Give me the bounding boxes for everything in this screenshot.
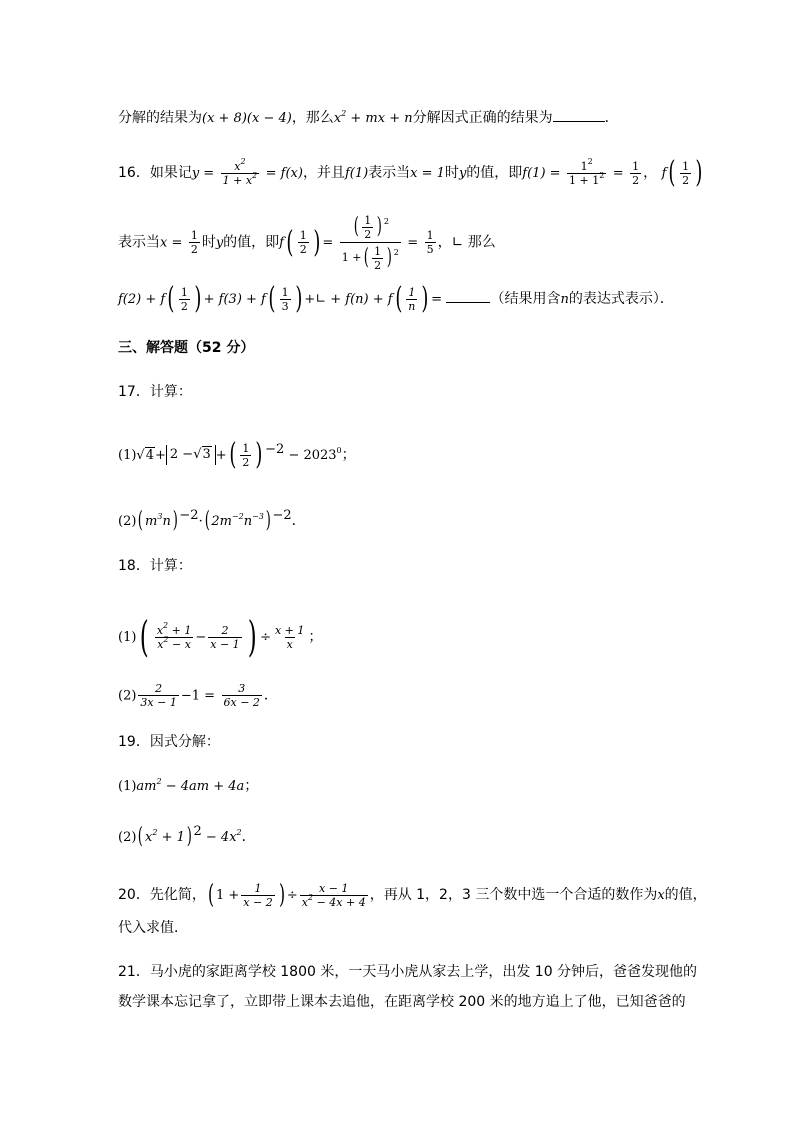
q17-title: 17．计算：: [118, 384, 192, 400]
q17-part-2: (2)( $m^3n$) $^{-2}$·( $2m^{-2}n^{-3}$) $^{-2}$．: [118, 508, 306, 533]
q16-big-fraction: ( $\frac{1}{2}$ ) $^2$ 1 +( $\frac{1}{2}$ ) $^2$: [341, 213, 399, 272]
q15-math-1: (x + 8)(x − 4): [202, 111, 292, 126]
q17-part-1: (1)√4+ 2 −√3 +( $\frac{1}{2}$ ) $^{-2} - 2023^0$；: [118, 437, 356, 472]
q16-line-3: f(2) + f( $\frac{1}{2}$ ) + f(3) + f( $\frac{1}{3}$ ) +∟ + f(n) + f( $\frac{1}{n}$ ) = （结果用含n的表达式表示）．: [118, 281, 674, 316]
q21-line-2: 数学课本忘记拿了，立即带上课本去追他，在距离学校 200 米的地方追上了他，已知爸爸的: [118, 994, 686, 1010]
q16-fraction-2: $\frac{1^2}{1 + 1^2}$: [569, 156, 605, 187]
q19-title: 19．因式分解：: [118, 734, 220, 750]
q20-line-1: 20．先化简，( 1 + $\frac{1}{x - 2}$ ) ÷ $\frac{x - 1}{x^2 - 4x + 4}$ ，再从 1，2，3 三个数中选一个合适的数作为x的值，: [118, 880, 707, 910]
q21-line-1: 21．马小虎的家距离学校 1800 米，一天马小虎从家去上学，出发 10 分钟后，爸爸发现他的: [118, 964, 698, 980]
q16-number: 16．如果记: [118, 165, 192, 181]
q16-half: $\frac{1}{2}$: [632, 159, 640, 187]
q20-line-2: 代入求值．: [118, 920, 188, 936]
q16-line-1: 16．如果记y = $\frac{x^2}{1 + x^2}$ = f(x)，并且f(1)表示当x = 1时y的值，即f(1) = $\frac{1^2}{1 + 1^2}$ = $\frac{1}{2}$ ， f( $\frac{1}{2}$ ): [118, 155, 703, 190]
q19-part-2: (2)( $x^2 + 1$) $^2 - 4x^2$．: [118, 824, 256, 849]
q15-math-2: $x^2$ + mx + n: [333, 109, 413, 126]
q15-continuation: 分解的结果为(x + 8)(x − 4)，那么$x^2$ + mx + n分解因式正确的结果为 ．: [118, 109, 619, 126]
q18-part-2: (2) $\frac{2}{3x - 1}$ −1 = $\frac{3}{6x - 2}$ ．: [118, 682, 278, 709]
q18-part-1: (1)( $\frac{x^2 + 1}{x^2 - x}$ − $\frac{2}{x - 1}$ ) ÷ $\frac{x + 1}{x}$ ；: [118, 612, 323, 661]
answer-blank: [446, 290, 490, 303]
q18-title: 18．计算：: [118, 558, 192, 574]
q16-fraction-1: $\frac{x^2}{1 + x^2}$: [222, 156, 258, 187]
q15-text-2: ，那么: [291, 110, 334, 126]
answer-blank: [553, 109, 605, 122]
q16-line-2: 表示当x = $\frac{1}{2}$ 时y的值，即f( $\frac{1}{2}$ ) = ( $\frac{1}{2}$ ) $^2$ 1 +( $\frac{1}{2}$ ) $^2$ = $\frac{1}{5}$ ，∟ 那么: [118, 213, 496, 272]
q19-part-1: $(1)am^2 - 4am + 4a$；: [118, 777, 259, 794]
q15-text-3: 分解因式正确的结果为: [412, 110, 553, 126]
section-heading: 三、解答题（52 分）: [118, 340, 255, 356]
q15-text-1: 分解的结果为: [118, 110, 202, 126]
